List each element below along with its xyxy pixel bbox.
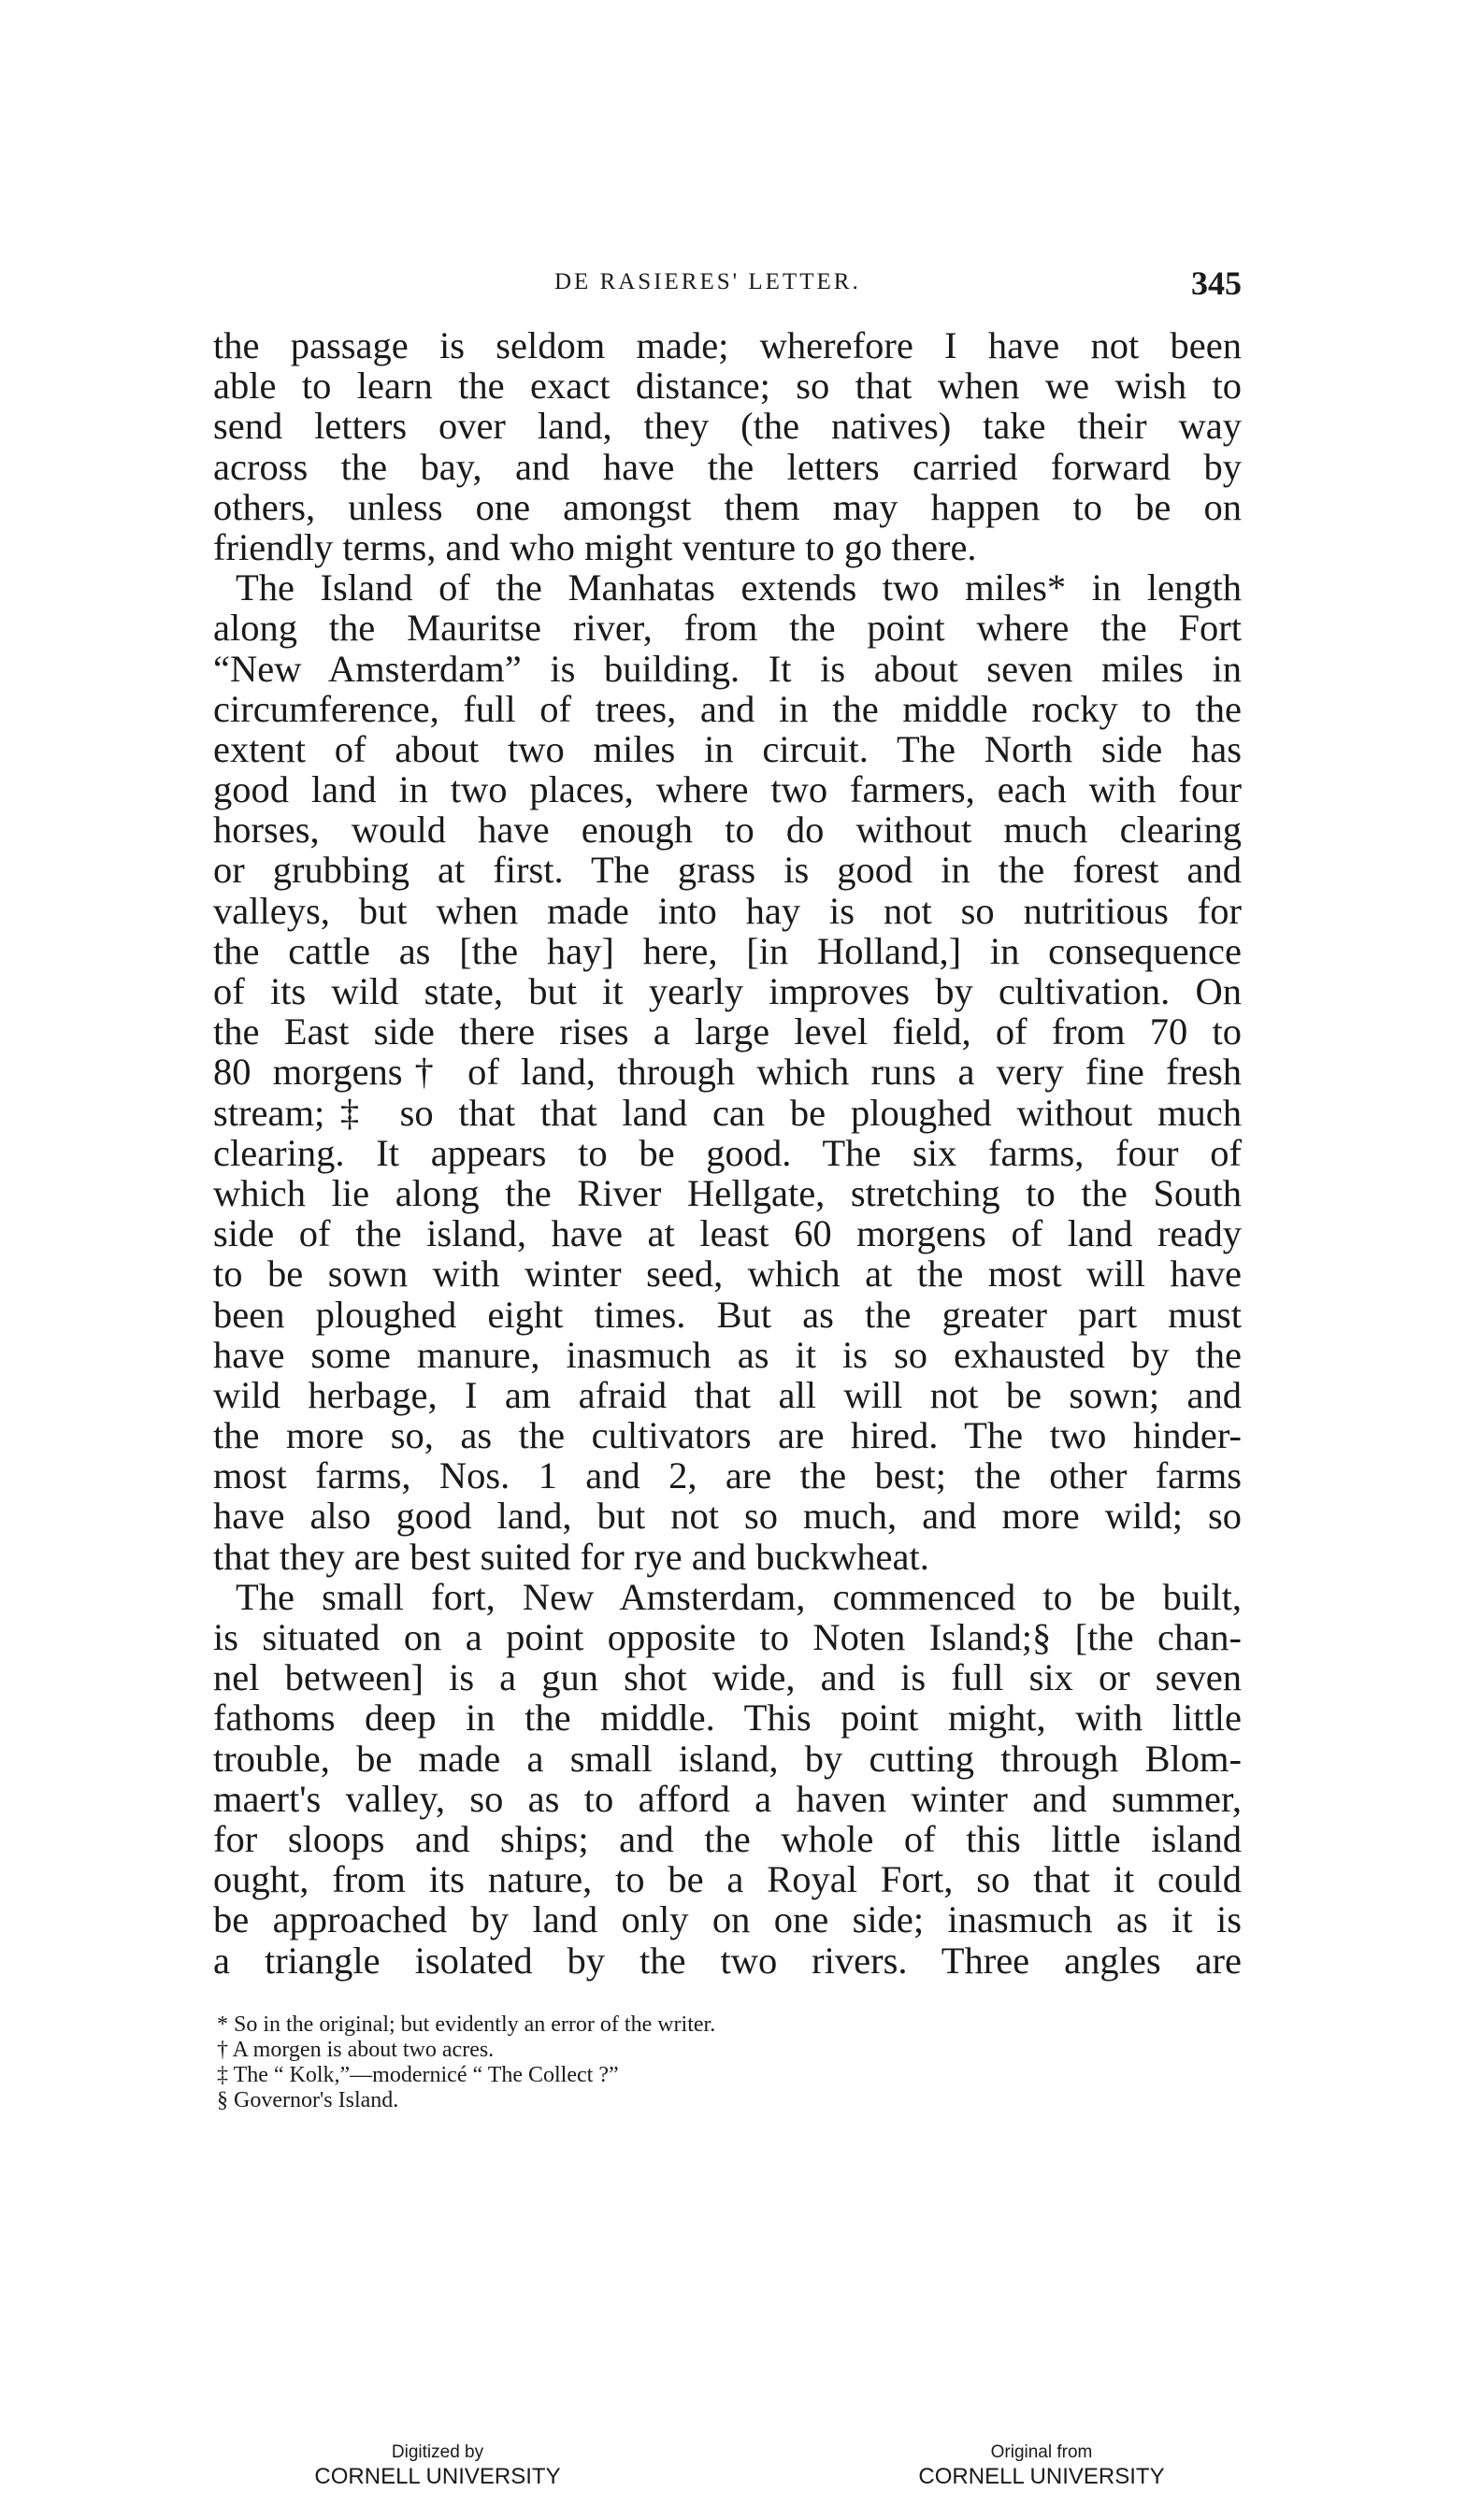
running-title: DE RASIERES' LETTER. [554,269,861,294]
text-line: able to learn the exact distance; so that when we wish to [213,365,1242,408]
text-line: most farms, Nos. 1 and 2, are the best; the other farms [213,1454,1242,1497]
text-line: stream;‡ so that that land can be ploughed without much [213,1091,1242,1134]
text-line: horses, would have enough to do without much clearing [213,809,1242,852]
original-from-credit [883,2441,1200,2490]
text-line: been ploughed eight times. But as the greater part must [213,1293,1242,1336]
text-line: have some manure, inasmuch as it is so exhausted by the [213,1333,1242,1376]
text-line: the passage is seldom made; wherefore I have not been [213,324,1242,366]
original-from-label: Original from [990,2442,1093,2462]
text-line: the cattle as [the hay] here, [in Holland,] in consequence [213,929,1242,972]
footnote: § Governor's Island. [217,2088,399,2112]
text-line: extent of about two miles in circuit. The North side has [213,727,1242,770]
text-line: to be sown with winter seed, which at the most will have [213,1253,1242,1296]
text-line: or grubbing at first. The grass is good in the forest and [213,849,1242,892]
footnotes [217,2012,1058,2113]
text-line: the East side there rises a large level field, of from 70 to [213,1010,1242,1053]
text-line: is situated on a point opposite to Noten Island;§ [the chan- [213,1616,1242,1658]
text-line: along the Mauritse river, from the point where the Fort [213,607,1242,650]
text-line: have also good land, but not so much, and more wild; so [213,1495,1242,1538]
page-number: 345 [1191,265,1242,302]
text-line: good land in two places, where two farmers, each with four [213,768,1242,811]
text-line: maert's valley, so as to afford a haven winter and summer, [213,1777,1242,1820]
original-from-institution: CORNELL UNIVERSITY [918,2464,1165,2489]
text-line: friendly terms, and who might venture to go there. [213,525,977,568]
running-head [213,264,1242,310]
text-line: a triangle isolated by the two rivers. Three angles are [213,1939,1242,1982]
text-line: others, unless one amongst them may happen to be on [213,485,1242,528]
text-line: The Island of the Manhatas extends two miles* in length [236,566,1242,609]
digitization-credits [0,2441,1466,2507]
footnote: * So in the original; but evidently an error of the writer. [217,2012,716,2037]
digitized-by-institution: CORNELL UNIVERSITY [314,2464,561,2489]
text-line: side of the island, have at least 60 morgens of land ready [213,1212,1242,1255]
text-line: across the bay, and have the letters carried forward by [213,445,1242,488]
text-line: “New Amsterdam” is building. It is about seven miles in [213,647,1242,690]
text-line: that they are best suited for rye and buckwheat. [213,1535,929,1578]
text-line: send letters over land, they (the natives) take their way [213,405,1242,448]
text-line: valleys, but when made into hay is not so nutritious for [213,889,1242,932]
text-line: for sloops and ships; and the whole of this little island [213,1817,1242,1860]
text-line: be approached by land only on one side; inasmuch as it is [213,1898,1242,1941]
text-line: circumference, full of trees, and in the middle rocky to the [213,687,1242,730]
footnote: ‡ The “ Kolk,”—modernicé “ The Collect ?” [217,2063,619,2087]
text-line: which lie along the River Hellgate, stretching to the South [213,1171,1242,1214]
body-text [213,325,1242,1981]
text-line: 80 morgens† of land, through which runs a very fine fresh [213,1051,1242,1094]
text-line: ought, from its nature, to be a Royal Fort, so that it could [213,1858,1242,1901]
text-line: The small fort, New Amsterdam, commenced to be built, [236,1575,1242,1618]
text-line: nel between] is a gun shot wide, and is full six or seven [213,1656,1242,1699]
text-line: the more so, as the cultivators are hired. The two hinder- [213,1414,1242,1457]
text-line: trouble, be made a small island, by cutting through Blom- [213,1737,1242,1780]
text-line: clearing. It appears to be good. The six farms, four of [213,1131,1242,1174]
footnote: † A morgen is about two acres. [217,2038,495,2062]
digitized-by-label: Digitized by [391,2442,484,2462]
text-line: fathoms deep in the middle. This point might, with little [213,1697,1242,1740]
digitized-by-credit [279,2441,596,2490]
text-line: wild herbage, I am afraid that all will not be sown; and [213,1373,1242,1416]
text-line: of its wild state, but it yearly improves by cultivation. On [213,970,1242,1012]
